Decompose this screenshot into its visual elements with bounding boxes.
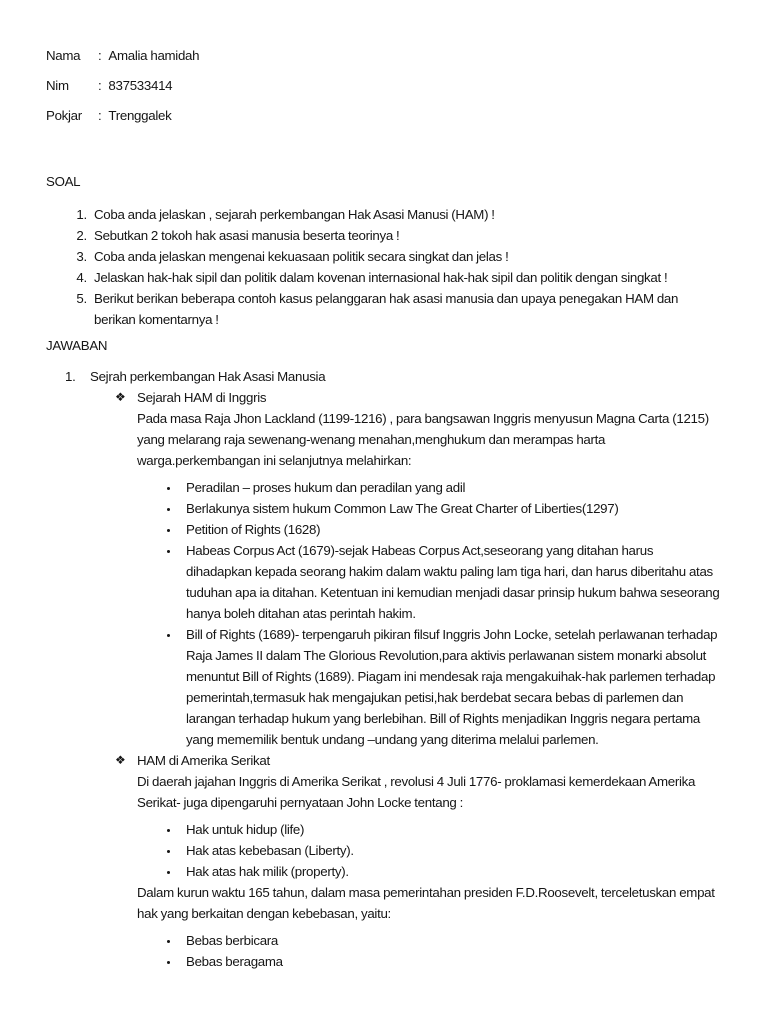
answer-title-row bbox=[46, 366, 722, 387]
diamond-bullet-icon: ❖ bbox=[115, 390, 126, 404]
field-separator: : bbox=[98, 78, 102, 93]
student-info-row-nama bbox=[46, 45, 722, 66]
soal-item: 3. Coba anda jelaskan mengenai kekuasaan politik secara singkat dan jelas ! bbox=[90, 246, 722, 267]
bullet-item: • Hak atas hak milik (property). bbox=[180, 861, 722, 882]
soal-heading: SOAL bbox=[46, 174, 81, 189]
diamond-bullet-icon: ❖ bbox=[115, 753, 126, 767]
student-info-row-pokjar bbox=[46, 105, 722, 126]
student-info-row-nim bbox=[46, 75, 722, 96]
field-value: 837533414 bbox=[108, 78, 173, 93]
bullet-item: • Berlakunya sistem hukum Common Law The Great Charter of Liberties(1297) bbox=[180, 498, 722, 519]
field-separator: : bbox=[98, 108, 102, 123]
bullet-item: • Bill of Rights (1689)- terpengaruh pikiran filsuf Inggris John Locke, setelah perlawanan terhadap Raja James II dalam The Glorious Revolution,para aktivis perlawanan sistem monarki absolut menuntut Bill of Rights (1689). Piagam ini mendesak raja mengakuihak-hak parlemen terhadap pemerintah,termasuk hak mengajukan petisi,hak berdebat secara bebas di parlemen dan larangan terhadap hukum yang berlebihan. Bill of Rights menjadikan Inggris negara pertama yang mememilik bentuk undang –undang yang diterima melalui parlemen. bbox=[180, 624, 722, 750]
soal-item: 1. Coba anda jelaskan , sejarah perkembangan Hak Asasi Manusi (HAM) ! bbox=[90, 204, 722, 225]
section-ham-inggris bbox=[46, 387, 722, 750]
bullet-list bbox=[137, 930, 722, 972]
section-heading-row bbox=[46, 750, 722, 771]
bullet-list bbox=[137, 477, 722, 750]
soal-item: 2. Sebutkan 2 tokoh hak asasi manusia beserta teorinya ! bbox=[90, 225, 722, 246]
section-paragraph: Dalam kurun waktu 165 tahun, dalam masa pemerintahan presiden F.D.Roosevelt, terceletuskan empat hak yang berkaitan dengan kebebasan, yaitu: bbox=[137, 885, 715, 921]
section-heading: Sejarah HAM di Inggris bbox=[137, 390, 267, 405]
bullet-item: • Hak untuk hidup (life) bbox=[180, 819, 722, 840]
bullet-item: • Peradilan – proses hukum dan peradilan yang adil bbox=[180, 477, 722, 498]
section-ham-amerika bbox=[46, 750, 722, 972]
answer-title: Sejrah perkembangan Hak Asasi Manusia bbox=[90, 369, 326, 384]
field-value: Trenggalek bbox=[108, 108, 172, 123]
section-intro: Di daerah jajahan Inggris di Amerika Serikat , revolusi 4 Juli 1776- proklamasi kemerdekaan Amerika Serikat- juga dipengaruhi pernyataan John Locke tentang : bbox=[137, 774, 696, 810]
jawaban-heading: JAWABAN bbox=[46, 338, 108, 353]
soal-list bbox=[46, 204, 722, 330]
bullet-item: • Bebas berbicara bbox=[180, 930, 722, 951]
field-separator: : bbox=[98, 48, 102, 63]
soal-item: 4. Jelaskan hak-hak sipil dan politik dalam kovenan internasional hak-hak sipil dan politik dengan singkat ! bbox=[90, 267, 722, 288]
bullet-item: • Habeas Corpus Act (1679)-sejak Habeas Corpus Act,seseorang yang ditahan harus dihadapkan kepada seorang hakim dalam waktu paling lam tiga hari, dan harus diberitahu atas tuduhan apa ia ditahan. Ketentuan ini kemudian menjadi dasar prinsip hukum bahwa seseorang hanya boleh ditahan atas perintah hakim. bbox=[180, 540, 722, 624]
bullet-item: • Bebas beragama bbox=[180, 951, 722, 972]
answer-1 bbox=[46, 366, 722, 972]
section-intro: Pada masa Raja Jhon Lackland (1199-1216) , para bangsawan Inggris menyusun Magna Carta (1215) yang melarang raja sewenang-wenang menahan,menghukum dan merampas harta warga.perkembangan ini selanjutnya melahirkan: bbox=[137, 411, 709, 468]
bullet-item: • Hak atas kebebasan (Liberty). bbox=[180, 840, 722, 861]
soal-item: 5. Berikut berikan beberapa contoh kasus pelanggaran hak asasi manusia dan upaya penegakan HAM dan berikan komentarnya ! bbox=[90, 288, 722, 330]
section-heading-row bbox=[46, 387, 722, 408]
answer-number: 1. bbox=[65, 369, 76, 384]
student-info bbox=[46, 45, 722, 126]
field-label: Pokjar bbox=[46, 108, 82, 123]
bullet-list bbox=[137, 819, 722, 882]
field-value: Amalia hamidah bbox=[108, 48, 200, 63]
bullet-item: • Petition of Rights (1628) bbox=[180, 519, 722, 540]
section-heading: HAM di Amerika Serikat bbox=[137, 753, 270, 768]
field-label: Nama bbox=[46, 48, 81, 63]
field-label: Nim bbox=[46, 78, 69, 93]
